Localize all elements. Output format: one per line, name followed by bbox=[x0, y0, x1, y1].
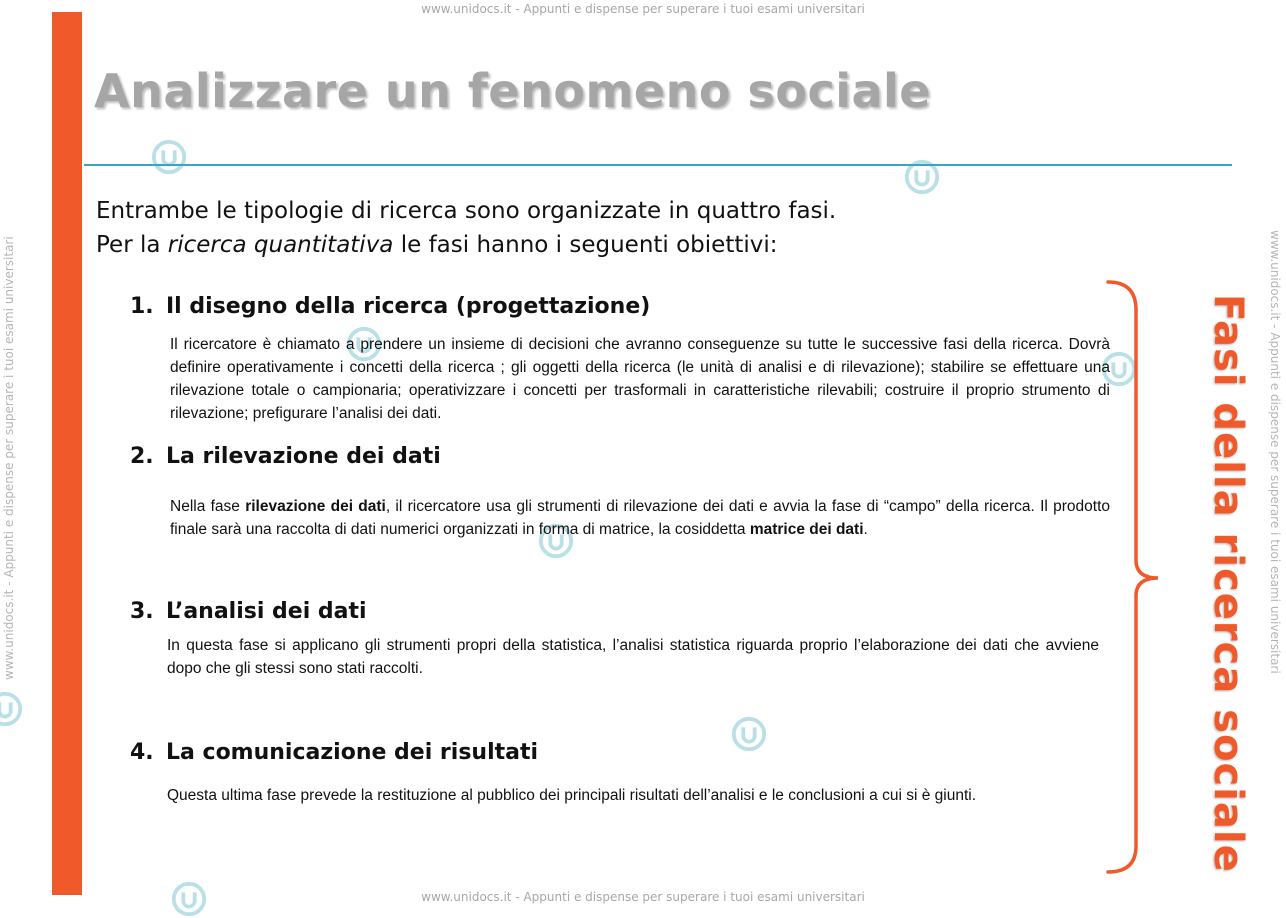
phase-4-heading bbox=[130, 740, 538, 765]
intro-line-2-emphasis: ricerca quantitativa bbox=[167, 232, 394, 258]
watermark-bottom: www.unidocs.it - Appunti e dispense per superare i tuoi esami universitari bbox=[421, 890, 865, 904]
phase-2-number: 2. bbox=[130, 444, 154, 469]
watermark-side-right: www.unidocs.it - Appunti e dispense per superare i tuoi esami universitari bbox=[1268, 230, 1282, 674]
intro-line-2 bbox=[96, 228, 836, 262]
phase-2-body-text: . bbox=[863, 521, 868, 538]
phase-2-body-bold: rilevazione dei dati bbox=[245, 498, 386, 515]
slide-title: Analizzare un fenomeno sociale bbox=[94, 64, 932, 118]
phase-4-title: La comunicazione dei risultati bbox=[166, 740, 539, 765]
phase-3-heading bbox=[130, 599, 367, 624]
watermark-top: www.unidocs.it - Appunti e dispense per superare i tuoi esami universitari bbox=[421, 2, 865, 16]
intro-line-2-suffix: le fasi hanno i seguenti obiettivi: bbox=[393, 232, 778, 258]
intro-line-1: Entrambe le tipologie di ricerca sono organizzate in quattro fasi. bbox=[96, 198, 837, 224]
phase-2-title: La rilevazione dei dati bbox=[166, 444, 441, 469]
phases-side-label: Fasi della ricerca sociale bbox=[1205, 294, 1251, 873]
phase-3-body: In questa fase si applicano gli strumenti propri della statistica, l’analisi statistica riguarda proprio l’elaborazione dei dati che avviene dopo che gli stessi sono stati raccolti. bbox=[167, 637, 1099, 677]
intro-line-2-prefix: Per la bbox=[96, 232, 168, 258]
phase-2-heading bbox=[130, 444, 441, 469]
unidocs-logo-icon bbox=[0, 690, 24, 728]
watermark-side-left: www.unidocs.it - Appunti e dispense per superare i tuoi esami universitari bbox=[2, 236, 16, 680]
right-curly-brace bbox=[1100, 280, 1160, 874]
phase-1-number: 1. bbox=[130, 294, 154, 319]
phase-2-body bbox=[170, 495, 1110, 541]
accent-bar bbox=[52, 12, 82, 895]
phase-1-body: Il ricercatore è chiamato a prendere un insieme di decisioni che avranno conseguenze su tutte le successive fasi della ricerca. Dovrà definire operativamente i concetti della ricerca ; gli oggetti della ricerca (le unità di analisi e di rilevazione); stabilire se effettuare una rilevazione totale o campionaria; operativizzare i concetti per trasformali in caratteristiche rilevabili; costruire il proprio strumento di rilevazione; prefigurare l’analisi dei dati. bbox=[170, 336, 1110, 422]
phase-2-body-text: , il ricercatore usa gli strumenti di rilevazione dei dati e avvia la fase di “campo” della ricerca. Il prodotto finale sarà una raccolta di dati numerici organizzati in forma di matrice, la cosiddetta bbox=[170, 498, 1110, 538]
phase-4-body: Questa ultima fase prevede la restituzione al pubblico dei principali risultati dell’analisi e le conclusioni a cui si è giunti. bbox=[167, 787, 977, 804]
phase-4-number: 4. bbox=[130, 740, 154, 765]
phase-1-heading bbox=[130, 294, 650, 319]
phase-2-body-text: Nella fase bbox=[170, 498, 246, 515]
phase-1-title: Il disegno della ricerca (progettazione) bbox=[166, 294, 651, 319]
title-divider bbox=[84, 164, 1232, 166]
unidocs-logo-icon bbox=[150, 138, 188, 176]
unidocs-logo-icon bbox=[730, 715, 768, 753]
phase-3-title: L’analisi dei dati bbox=[166, 599, 367, 624]
intro-text bbox=[96, 194, 836, 262]
phase-3-number: 3. bbox=[130, 599, 154, 624]
phase-2-body-bold: matrice dei dati bbox=[749, 521, 864, 538]
